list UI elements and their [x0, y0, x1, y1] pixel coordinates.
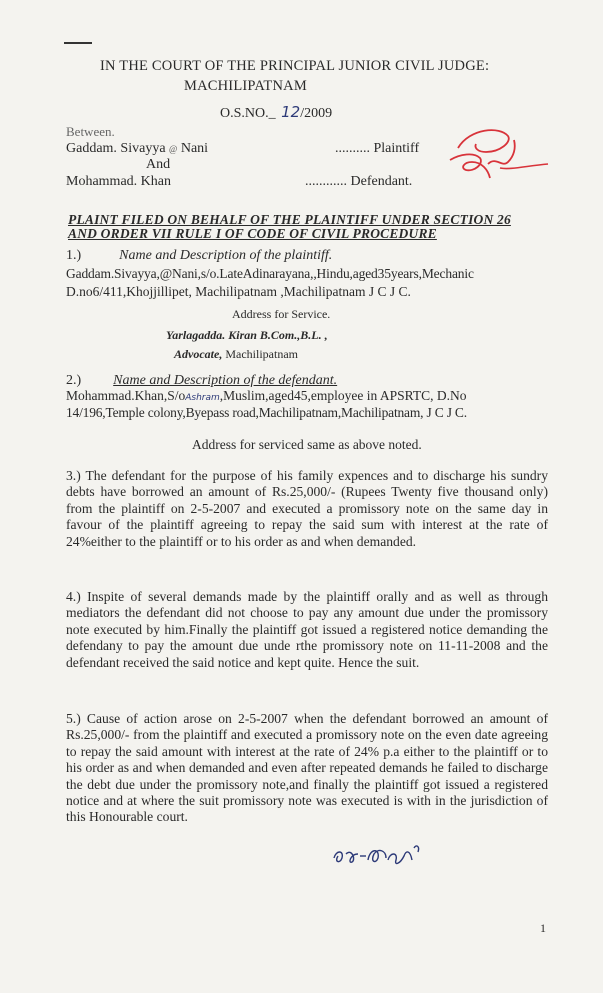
os-number-handwritten: 12 — [281, 103, 301, 121]
plaint-heading-line2: AND ORDER VII RULE I OF CODE OF CIVIL PROCEDURE — [68, 226, 437, 241]
section1-heading: 1.) Name and Description of the plaintiff. — [66, 248, 333, 263]
suit-number: O.S.NO._ 12/2009 — [220, 103, 333, 121]
paragraph-5: 5.) Cause of action arose on 2-5-2007 when the defendant borrowed an amount of Rs.25,000/- from the plaintiff and executed a promissory note on the even date agreeing to repay the said amount with interest at the rate of 24% p.a either to the plaintiff or to his order as and when demanded and even after repeated demands he failed to discharge the debt due under the promissory note,and finally the plaintiff got issued a registered notice and at where the suit promissory note was executed is with in the jurisdiction of this Honourable court. — [66, 711, 548, 825]
plaint-heading-line1: PLAINT FILED ON BEHALF OF THE PLAINTIFF UNDER SECTION 26 — [68, 212, 511, 227]
page-number: 1 — [540, 921, 546, 935]
defendant-role: ............ Defendant. — [305, 174, 413, 189]
defendant-address-note: Address for serviced same as above noted. — [192, 437, 422, 452]
plaintiff-party-name: Gaddam. Sivayya @ Nani — [66, 141, 209, 156]
plaintiff-description-line1: Gaddam.Sivayya,@Nani,s/o.LateAdinarayana,,Hindu,aged35years,Mechanic — [66, 266, 474, 281]
official-signature-red — [430, 118, 550, 198]
court-title-line1: IN THE COURT OF THE PRINCIPAL JUNIOR CIVIL JUDGE: — [100, 58, 490, 74]
os-label: O.S.NO. — [220, 106, 269, 121]
and-label: And — [146, 157, 171, 172]
advocate-line: Advocate, Machilipatnam — [174, 347, 298, 361]
section2-heading: 2.) Name and Description of the defendant. — [66, 373, 338, 388]
defendant-party-name: Mohammad. Khan — [66, 174, 171, 189]
plaintiff-description-line2: D.no6/411,Khojjillipet, Machilipatnam ,Machilipatnam J C J C. — [66, 284, 411, 299]
advocate-signature — [330, 840, 430, 870]
address-for-service-label: Address for Service. — [232, 307, 331, 321]
os-year: /2009 — [300, 106, 333, 121]
between-label: Between. — [66, 124, 115, 139]
paragraph-3: 3.) The defendant for the purpose of his family expences and to discharge his sundry debts have borrowed an amount of Rs.25,000/- (Rupees Twenty five thousand only) from the plaintiff on 2-5-2007 and executed a promissory note on the same day in favour of the plaintiff agreeing to repay the said sum with interest at the rate of 24%either to the plaintiff or to his order as and when demanded. — [66, 468, 548, 549]
paragraph-4: 4.) Inspite of several demands made by the plaintiff orally and as well as through mediators the defendant did not choose to pay any amount due under the promissory note executed by him.Finally the plaintiff got issued a registered notice demanding the defendany to pay the amount due unde rthe promissory note on 11-11-2008 and the defendant received the said notice and kept quite. Hence the suit. — [66, 589, 548, 670]
defendant-description-line2: 14/196,Temple colony,Byepass road,Machilipatnam,Machilipatnam, J C J C. — [66, 405, 467, 420]
plaintiff-role: .......... Plaintiff — [335, 141, 420, 156]
defendant-description-line1: Mohammad.Khan,S/oAshram,Muslim,aged45,employee in APSRTC, D.No — [66, 388, 467, 403]
corner-mark — [64, 42, 92, 44]
advocate-name: Yarlagadda. Kiran B.Com.,B.L. , — [166, 328, 328, 342]
court-title-line2: MACHILIPATNAM — [184, 78, 307, 94]
